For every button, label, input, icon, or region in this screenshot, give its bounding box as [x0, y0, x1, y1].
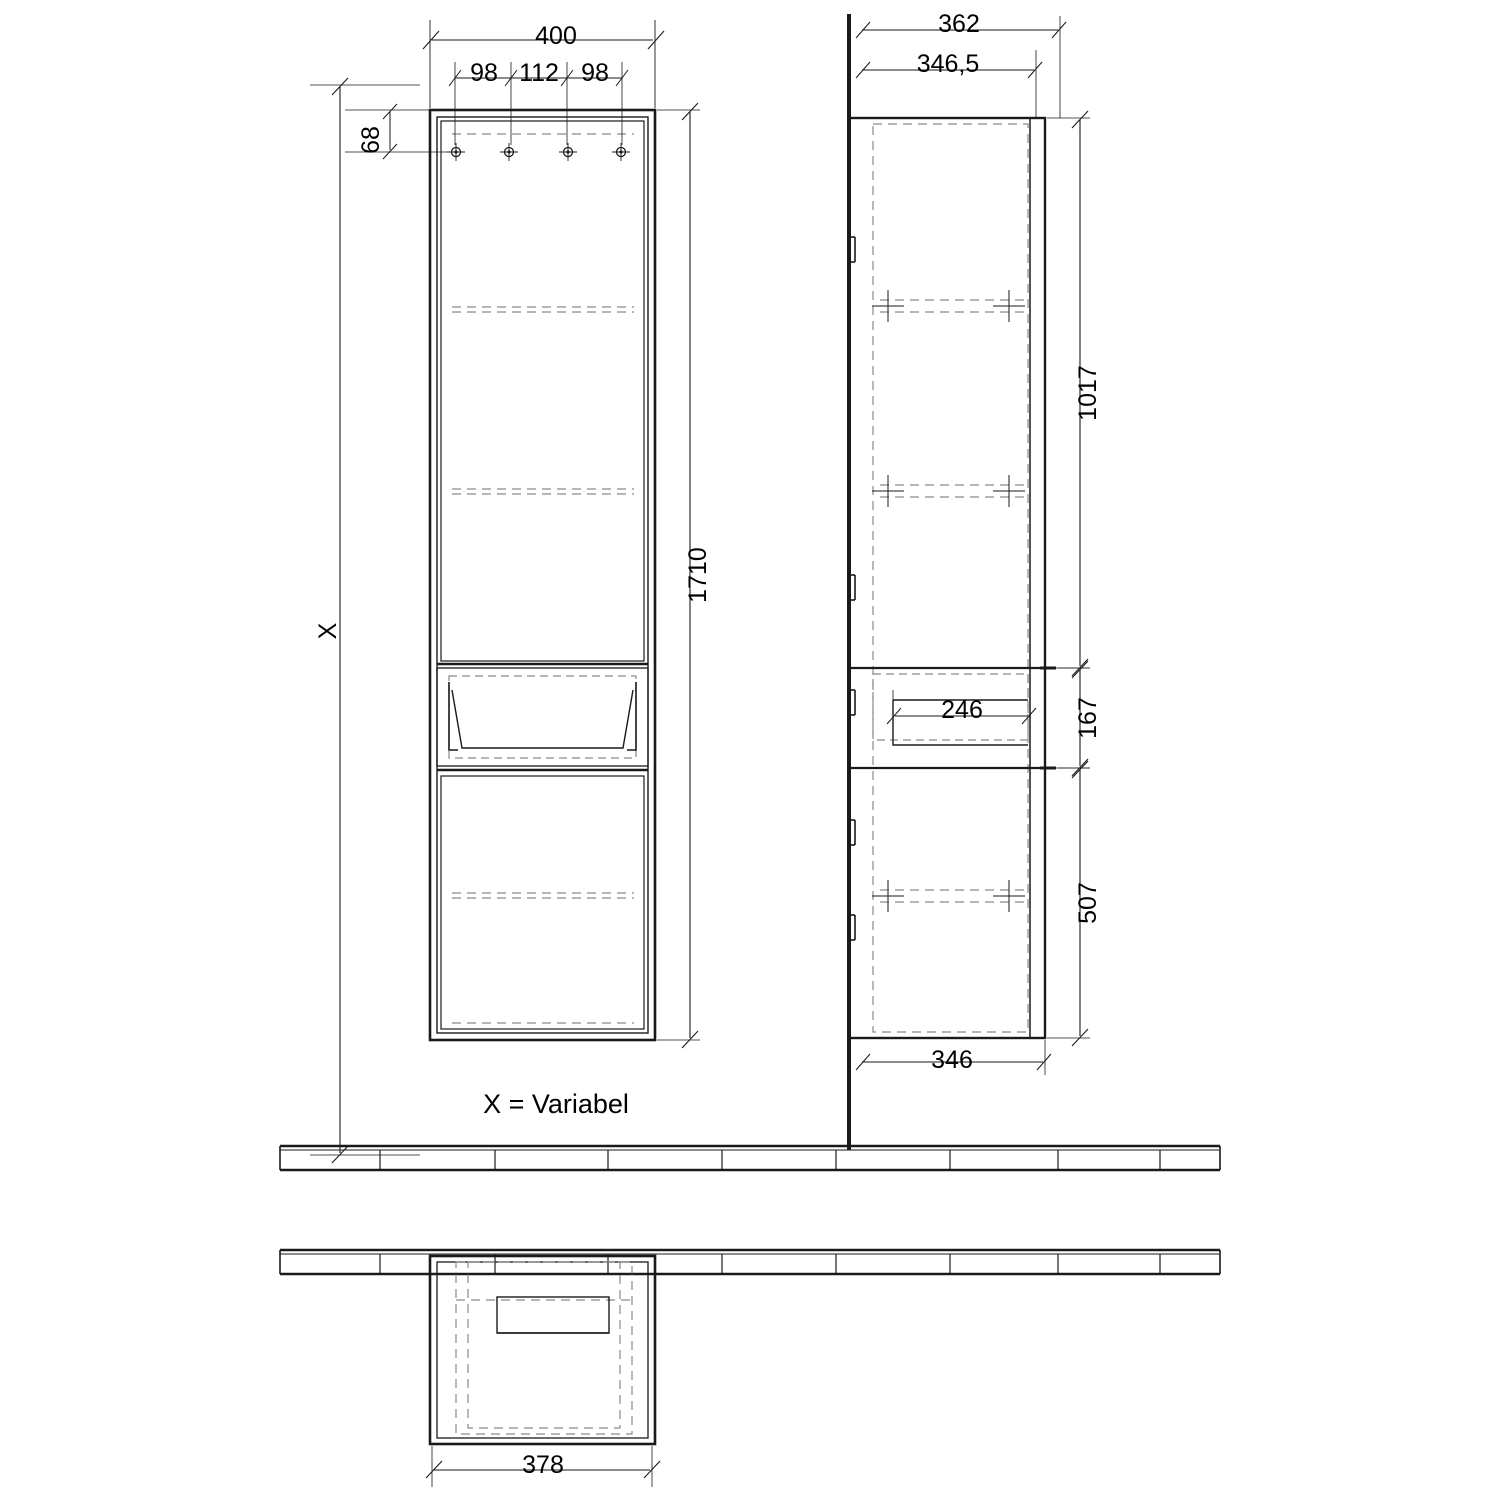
front-drawer	[437, 664, 648, 770]
dim-68-label: 68	[357, 126, 385, 154]
note-variabel: X = Variabel	[483, 1089, 629, 1119]
wall-section-upper	[280, 1146, 1220, 1170]
dim-x-label: X	[314, 622, 342, 640]
dim-400-label: 400	[535, 22, 577, 50]
dim-246-label: 246	[941, 696, 983, 724]
dim-1710-label: 1710	[684, 547, 712, 603]
dim-98-right-label: 98	[581, 59, 609, 87]
dim-346-label: 346	[931, 1046, 973, 1074]
dim-1017-label: 1017	[1074, 365, 1102, 421]
plan-view	[430, 1256, 655, 1444]
handle-holes	[447, 143, 630, 161]
side-dimensions	[856, 16, 1090, 1075]
front-elevation	[430, 110, 655, 1040]
dim-378-label: 378	[522, 1451, 564, 1479]
dim-98-left-label: 98	[470, 59, 498, 87]
dim-3465-label: 346,5	[916, 50, 980, 78]
dim-362-label: 362	[938, 10, 980, 38]
dim-167-label: 167	[1074, 697, 1102, 739]
front-dimensions	[310, 20, 700, 1163]
dim-112-label: 112	[519, 59, 559, 87]
wall-section-lower	[280, 1250, 1220, 1274]
side-elevation	[849, 14, 1056, 1150]
dim-507-label: 507	[1074, 882, 1102, 924]
